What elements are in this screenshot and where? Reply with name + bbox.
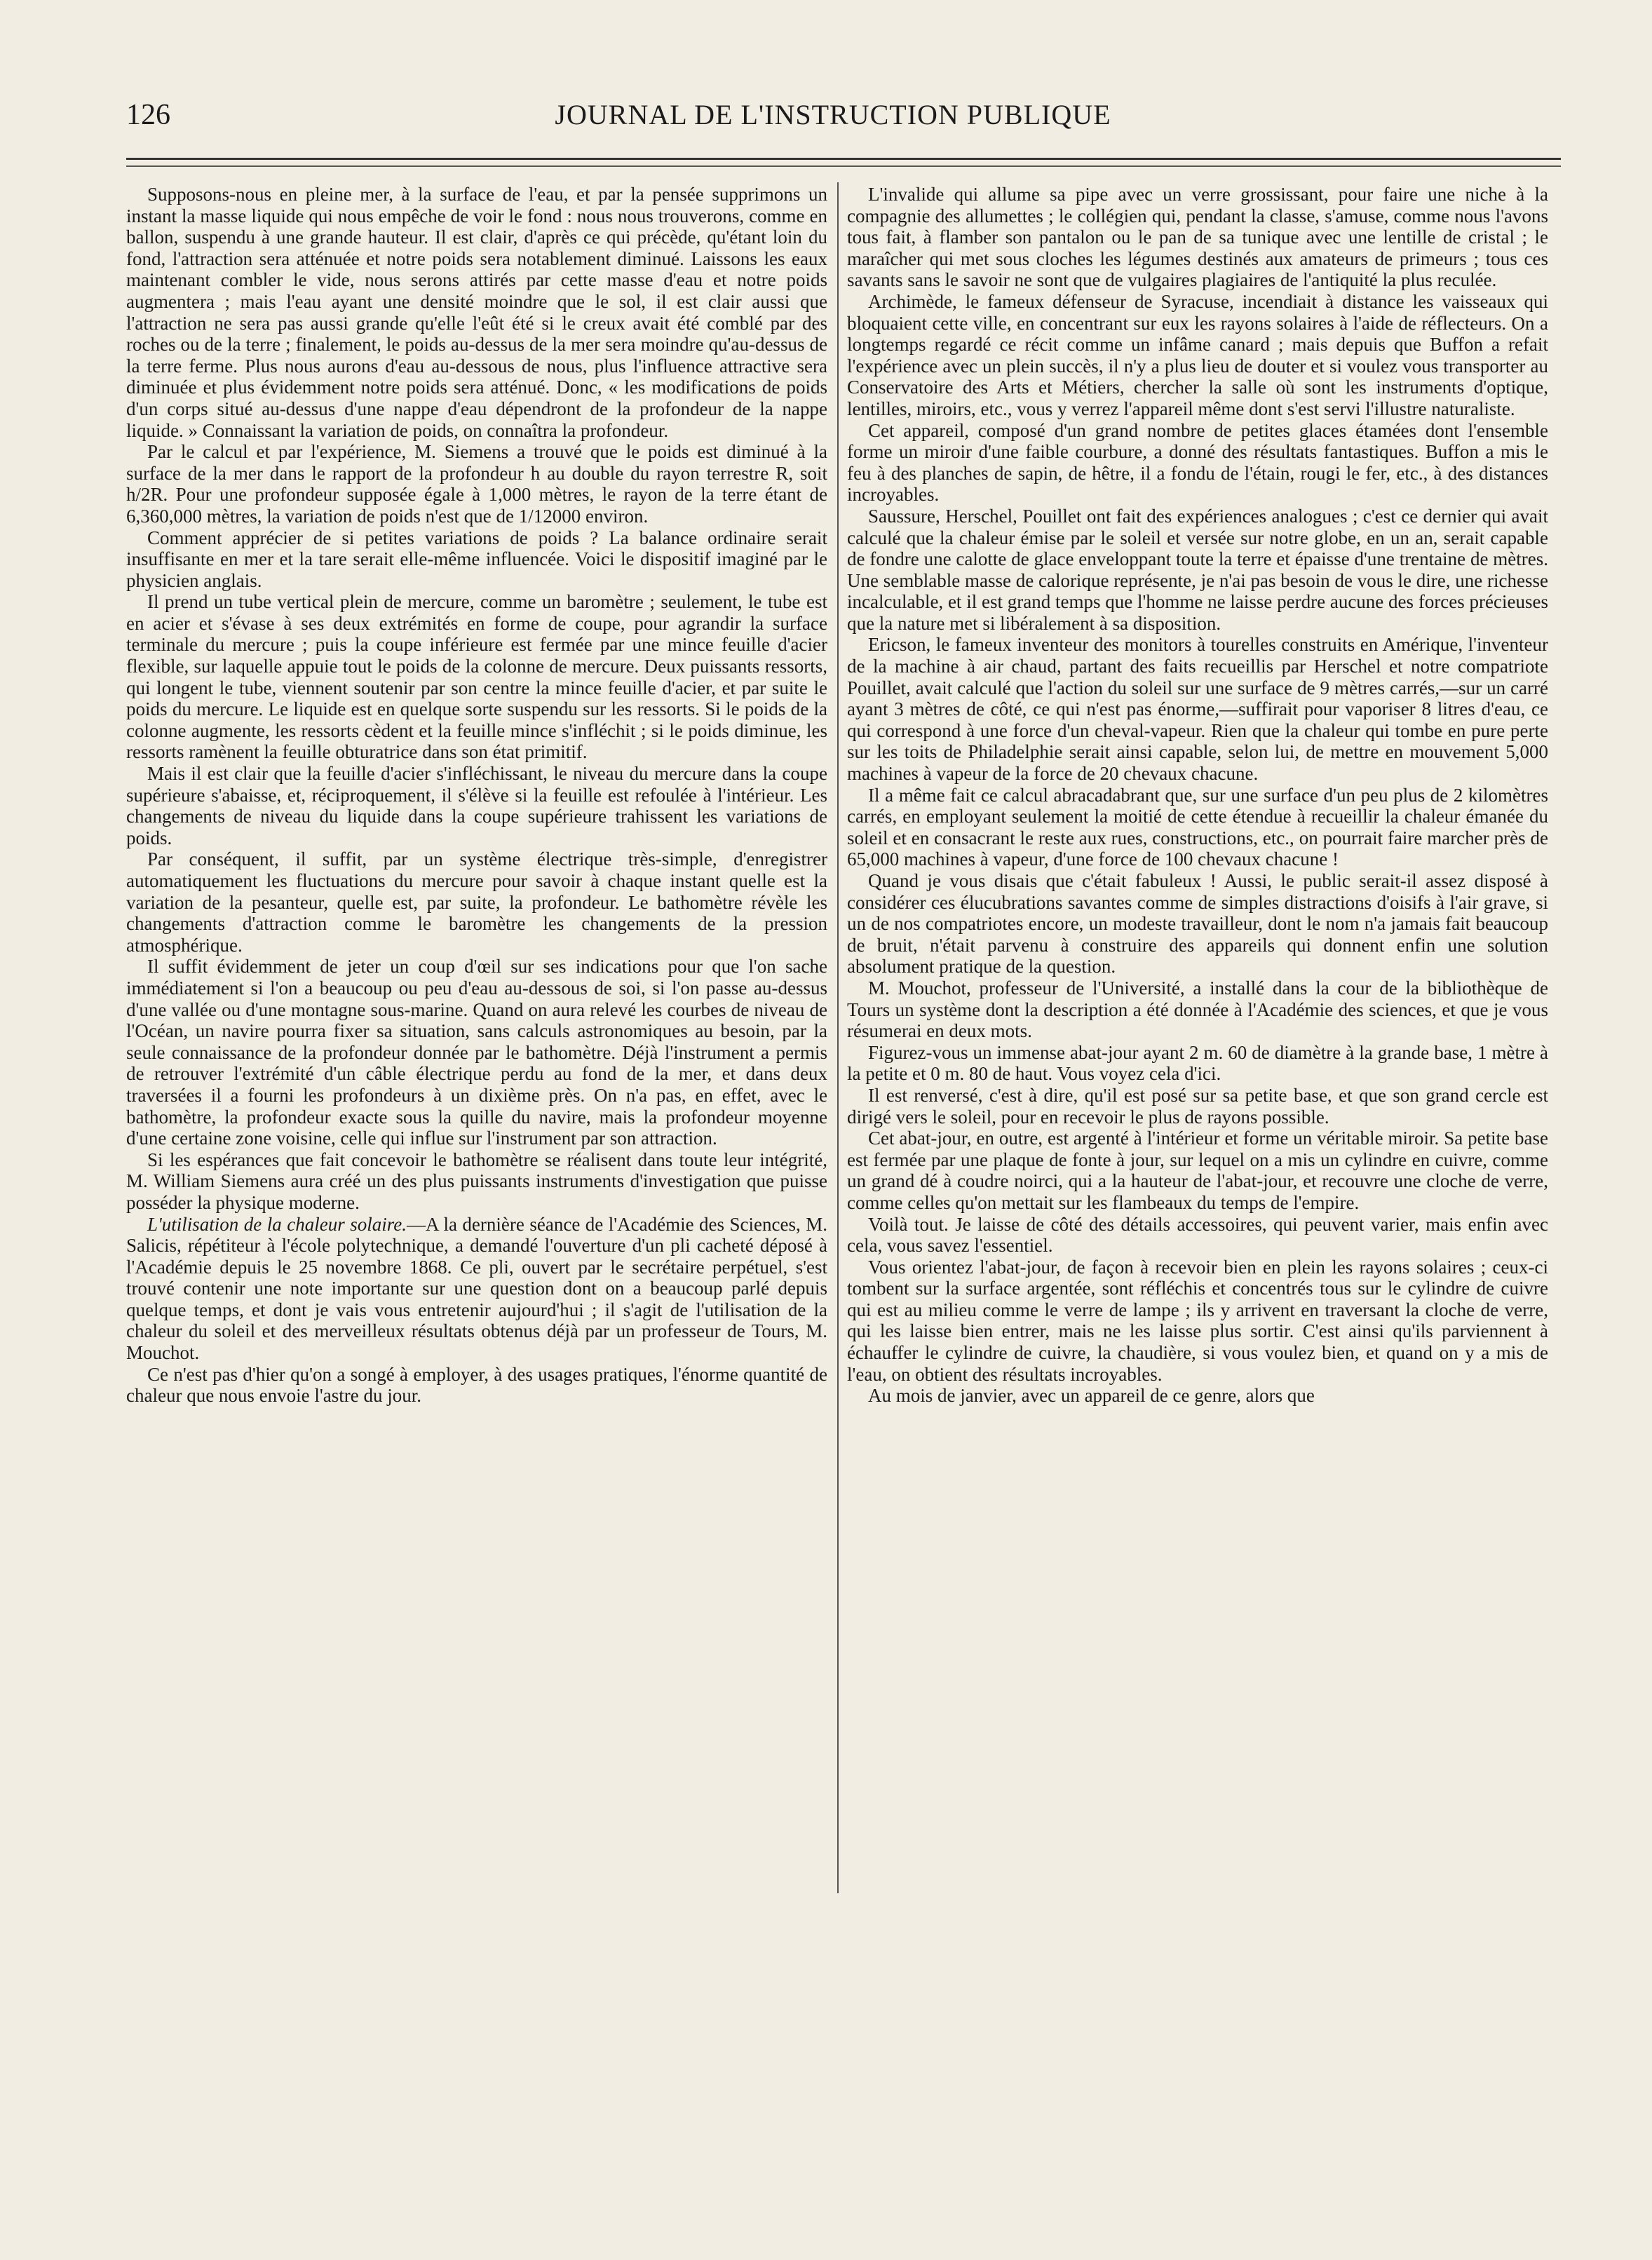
section-paragraph	[126, 1214, 827, 1364]
paragraph: L'invalide qui allume sa pipe avec un verre grossissant, pour faire une niche à la compagnie des allumettes ; le collégien qui, pendant la classe, s'amuse, comme nous l'avons tous fait, à flamber son pantalon ou le pan de sa tunique avec une lentille de cristal ; le maraîcher qui met sous cloches les légumes destinés aux amateurs de primeurs ; tous ces savants sans le savoir ne sont que de vulgaires plagiaires de l'antiquité la plus reculée.	[847, 184, 1548, 291]
paragraph: Cet abat-jour, en outre, est argenté à l'intérieur et forme un véritable miroir. Sa petite base est fermée par une plaque de fonte à jour, sur lequel on a mis un cylindre en cuivre, comme un grand dé à coudre noirci, qui a la hauteur de l'abat-jour, et recouvre une cloche de verre, comme celles qu'on mettait sur les flambeaux du temps de l'empire.	[847, 1128, 1548, 1213]
paragraph: Si les espérances que fait concevoir le bathomètre se réalisent dans toute leur intégrité, M. William Siemens aura créé un des plus puissants instruments d'investigation que puisse posséder la physique moderne.	[126, 1149, 827, 1213]
paragraph: Archimède, le fameux défenseur de Syracuse, incendiait à distance les vaisseaux qui bloquaient cette ville, en concentrant sur eux les rayons solaires à l'aide de réflecteurs. On a longtemps regardé ce récit comme un infâme canard ; mais depuis que Buffon a refait l'expérience avec un plein succès, il n'y a plus lieu de douter et si voulez vous transporter au Conservatoire des Arts et Métiers, chercher la salle où sont les instruments d'optique, lentilles, miroirs, etc., vous y verrez l'appareil même dont s'est servi l'illustre naturaliste.	[847, 290, 1548, 419]
running-title: JOURNAL DE L'INSTRUCTION PUBLIQUE	[555, 99, 1111, 130]
paragraph: Saussure, Herschel, Pouillet ont fait des expériences analogues ; c'est ce dernier qui avait calculé que la chaleur émise par le soleil et versée sur notre globe, en un an, serait capable de fondre une calotte de glace enveloppant toute la terre et épaisse d'une trentaine de mètres. Une semblable masse de calorique représente, je n'ai pas besoin de vous le dire, une richesse incalculable, et il est grand temps que l'homme ne laisse perdre aucune des forces précieuses que la nature met si libéralement à sa disposition.	[847, 505, 1548, 634]
paragraph: Ce n'est pas d'hier qu'on a songé à employer, à des usages pratiques, l'énorme quantité de chaleur que nous envoie l'astre du jour.	[126, 1363, 827, 1407]
left-column	[126, 184, 827, 1407]
paragraph: Il suffit évidemment de jeter un coup d'œil sur ses indications pour que l'on sache immédiatement si l'on a beaucoup ou peu d'eau au-dessous de soi, si l'on passe au-dessus d'une vallée ou d'une montagne sous-marine. Quand on aura relevé les courbes de niveau de l'Océan, un navire pourra fixer sa situation, sans calculs astronomiques au besoin, par la seule connaissance de la profondeur donnée par le bathomètre. Déjà l'instrument a permis de retrouver l'extrémité d'un câble électrique perdu au fond de la mer, et dans deux traversées il a fourni les profondeurs à un dixième près. On n'a pas, en effet, avec le bathomètre, la profondeur exacte sous la quille du navire, mais la profondeur moyenne d'une certaine zone voisine, celle qui influe sur l'instrument par son attraction.	[126, 956, 827, 1149]
paragraph: Quand je vous disais que c'était fabuleux ! Aussi, le public serait-il assez disposé à considérer ces élucubrations savantes comme de simples distractions d'oisifs à l'air grave, si un de nos compatriotes encore, un modeste travailleur, dont le nom n'a jamais fait beaucoup de bruit, n'était parvenu à construire des appareils qui donnent enfin une solution absolument pratique de la question.	[847, 870, 1548, 977]
paragraph: Il prend un tube vertical plein de mercure, comme un baromètre ; seulement, le tube est en acier et s'évase à ses deux extrémités en forme de coupe, pour agrandir la surface terminale du mercure ; puis la coupe inférieure est fermée par une mince feuille d'acier flexible, sur laquelle appuie tout le poids de la colonne de mercure. Deux puissants ressorts, qui longent le tube, viennent soutenir par son centre la mince feuille d'acier, et par suite le poids du mercure. Le liquide est en quelque sorte suspendu sur les ressorts. Si le poids de la colonne augmente, les ressorts cèdent et la feuille mince s'infléchit ; si le poids diminue, les ressorts ramènent la feuille obturatrice dans son état primitif.	[126, 591, 827, 763]
paragraph: Au mois de janvier, avec un appareil de ce genre, alors que	[868, 1385, 1315, 1407]
page-number: 126	[126, 99, 170, 131]
paragraph: Par le calcul et par l'expérience, M. Siemens a trouvé que le poids est diminué à la surface de la mer dans le rapport de la profondeur h au double du rayon terrestre R, soit h/2R. Pour une profondeur supposée égale à 1,000 mètres, le rayon de la terre étant de 6,360,000 mètres, la variation de poids n'est que de 1/12000 environ.	[126, 441, 827, 527]
paragraph: Supposons-nous en pleine mer, à la surface de l'eau, et par la pensée supprimons un instant la masse liquide qui nous empêche de voir le fond : nous nous trouverons, comme en ballon, suspendu à une grande hauteur. Il est clair, d'après ce qui précède, qu'étant loin du fond, l'attraction sera atténuée et notre poids sera notablement diminué. Laissons les eaux maintenant combler le vide, nous serons attirés par cette masse d'eau et notre poids augmentera ; mais l'eau ayant une densité moindre que le sol, il est clair aussi que l'attraction ne sera pas aussi grande qu'elle l'eût été si le creux avait été comblé par des roches ou de la terre ; finalement, le poids au-dessus de la mer sera moindre qu'au-dessus de la terre ferme. Plus nous aurons d'eau au-dessous de nous, plus l'influence attractive sera diminuée et plus évidemment notre poids sera atténué. Donc, « les modifications de poids d'un corps situé au-dessus d'une nappe d'eau dépendront de la profondeur de la nappe liquide. » Connaissant la variation de poids, on connaîtra la profondeur.	[126, 184, 827, 441]
paragraph: Cet appareil, composé d'un grand nombre de petites glaces étamées dont l'ensemble forme un miroir d'une faible courbure, a donné des résultats fantastiques. Buffon a mis le feu à des planches de sapin, de hêtre, il a fondu de l'étain, rougi le fer, etc., à des distances incroyables.	[847, 419, 1548, 506]
paragraph: Figurez-vous un immense abat-jour ayant 2 m. 60 de diamètre à la grande base, 1 mètre à la petite et 0 m. 80 de haut. Vous voyez cela d'ici.	[847, 1041, 1548, 1085]
paragraph: Il est renversé, c'est à dire, qu'il est posé sur sa petite base, et que son grand cercle est dirigé vers le soleil, pour en recevoir le plus de rayons possible.	[847, 1084, 1548, 1128]
paragraph: Mais il est clair que la feuille d'acier s'infléchissant, le niveau du mercure dans la coupe supérieure s'abaisse, et, réciproquement, il s'élève si la feuille est refoulée à l'intérieur. Les changements de niveau du liquide dans la coupe supérieure trahissent les variations de poids.	[126, 763, 827, 848]
paragraph: Il a même fait ce calcul abracadabrant que, sur une surface d'un peu plus de 2 kilomètres carrés, en employant seulement la moitié de cette étendue à recueillir la chaleur émanée du soleil et en consacrant le reste aux rues, constructions, etc., on pourrait faire marcher près de 65,000 machines à vapeur, d'une force de 100 chevaux chacune !	[847, 784, 1548, 870]
paragraph: Par conséquent, il suffit, par un système électrique très-simple, d'enregistrer automatiquement les fluctuations du mercure pour savoir à chaque instant quelle est la variation de la pesanteur, quelle est, par suite, la profondeur. Le bathomètre révèle les changements d'attraction comme le baromètre les changements de la pression atmosphérique.	[126, 848, 827, 956]
paragraph: M. Mouchot, professeur de l'Université, a installé dans la cour de la bibliothèque de Tours un système dont la description a été donnée à l'Académie des sciences, et que je vous résumerai en deux mots.	[847, 977, 1548, 1042]
paragraph: Ericson, le fameux inventeur des monitors à tourelles construits en Amérique, l'inventeur de la machine à air chaud, partant des faits recueillis par Herschel et notre compatriote Pouillet, avait calculé que l'action du soleil sur une surface de 9 mètres carrés,—sur un carré ayant 3 mètres de côté, ce qui n'est pas énorme,—suffirait pour vaporiser 8 litres d'eau, ce qui correspond à une force d'un cheval-vapeur. Rien que la chaleur qui tombe en pure perte sur les toits de Philadelphie serait ainsi capable, selon lui, de mettre en mouvement 5,000 machines à vapeur de la force de 20 chevaux chacune.	[847, 634, 1548, 785]
paragraph: Voilà tout. Je laisse de côté des détails accessoires, qui peuvent varier, mais enfin avec cela, vous savez l'essentiel.	[847, 1213, 1548, 1257]
header-rule	[126, 158, 1561, 160]
header-rule-thin	[126, 165, 1561, 167]
paragraph: Comment apprécier de si petites variations de poids ? La balance ordinaire serait insuffisante en mer et la tare serait elle-même influencée. Voici le dispositif imaginé par le physicien anglais.	[126, 527, 827, 591]
right-column	[847, 184, 1548, 1407]
section-heading: L'utilisation de la chaleur solaire.	[147, 1213, 407, 1235]
column-divider	[837, 182, 839, 1893]
page-header	[105, 90, 1561, 139]
paragraph: Vous orientez l'abat-jour, de façon à recevoir bien en plein les rayons solaires ; ceux-ci tombent sur la surface argentée, sont réfléchis et concentrés tous sur le cylindre de cuivre qui est au milieu comme le verre de lampe ; ils y arrivent en traversant la cloche de verre, qui les laisse bien entrer, mais ne les laisse plus sortir. C'est ainsi qu'ils parviennent à échauffer le cylindre de cuivre, la chaudière, si vous voulez bien, et quand on y a mis de l'eau, on obtient des résultats incroyables.	[847, 1256, 1548, 1385]
section-text: —A la dernière séance de l'Académie des Sciences, M. Salicis, répétiteur à l'école polytechnique, a demandé l'ouverture d'un pli cacheté déposé à l'Académie depuis le 25 novembre 1868. Ce pli, ouvert par le secrétaire perpétuel, s'est trouvé contenir une note importante sur une question dont on a beaucoup parlé depuis quelque temps, et dont je vais vous entretenir aujourd'hui ; il s'agit de l'utilisation de la chaleur du soleil et des merveilleux résultats obtenus déjà par un professeur de Tours, M. Mouchot.	[126, 1213, 827, 1364]
